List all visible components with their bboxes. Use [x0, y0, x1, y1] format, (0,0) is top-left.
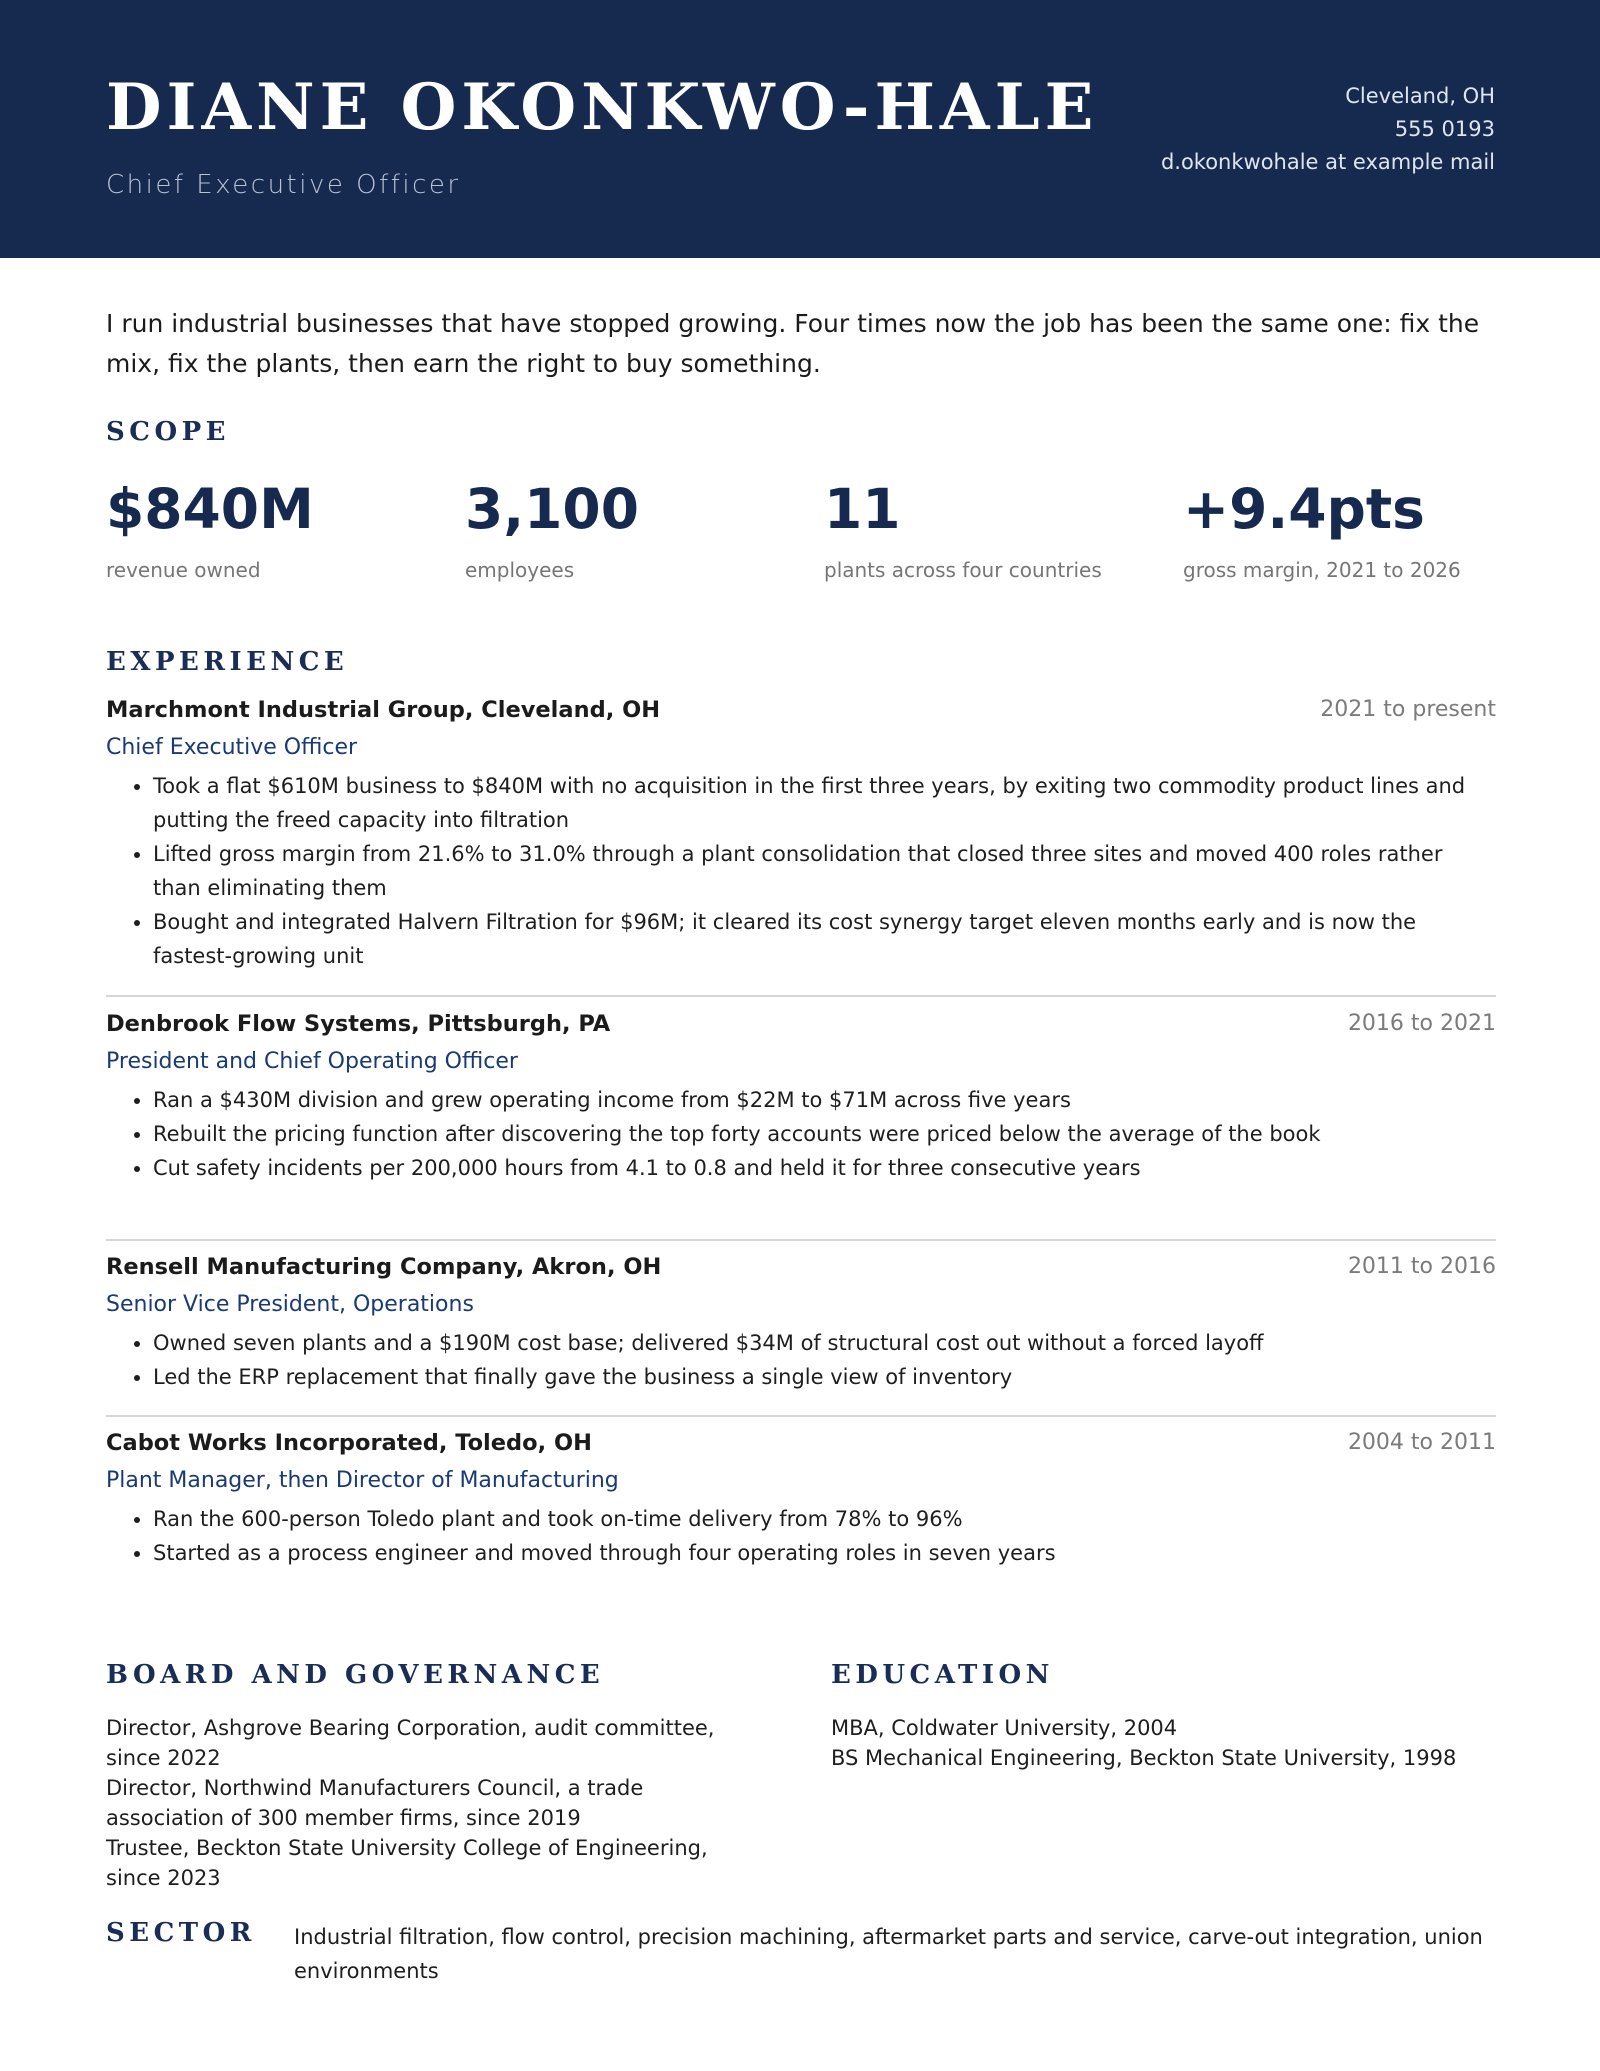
job-dates: 2004 to 2011 [1347, 1430, 1496, 1455]
stat-value: $840M [106, 477, 314, 541]
job-company: Denbrook Flow Systems, Pittsburgh, PA [106, 1011, 611, 1037]
stat-plants [824, 474, 1102, 582]
contact-location: Cleveland, OH [1345, 84, 1495, 108]
stat-label: revenue owned [106, 558, 261, 582]
job-bullets [106, 1502, 1496, 1570]
job-title: Senior Vice President, Operations [106, 1292, 474, 1317]
stat-gross-margin [1183, 474, 1461, 582]
job-bullet: Owned seven plants and a $190M cost base; delivered $34M of structural cost out without a forced layoff [106, 1326, 1496, 1360]
section-title-scope: SCOPE [106, 417, 230, 447]
job-title: Plant Manager, then Director of Manufacturing [106, 1468, 619, 1493]
contact-email: d.okonkwohale at example mail [1160, 150, 1495, 174]
job-bullet: Took a flat $610M business to $840M with no acquisition in the first three years, by exiting two commodity product lines and putting the freed capacity into filtration [106, 769, 1496, 837]
stat-label: employees [465, 558, 575, 582]
stat-revenue [106, 474, 314, 582]
job-bullet: Led the ERP replacement that finally gave the business a single view of inventory [106, 1360, 1496, 1394]
job-company: Marchmont Industrial Group, Cleveland, OH [106, 697, 661, 723]
job-title: President and Chief Operating Officer [106, 1049, 518, 1074]
board-item: Trustee, Beckton State University College of Engineering, since 2023 [106, 1836, 708, 1890]
job-company: Rensell Manufacturing Company, Akron, OH [106, 1254, 662, 1280]
candidate-role: Chief Executive Officer [106, 170, 461, 200]
section-title-board: BOARD AND GOVERNANCE [106, 1660, 605, 1690]
education-item: BS Mechanical Engineering, Beckton State University, 1998 [831, 1746, 1457, 1770]
board-item: Director, Ashgrove Bearing Corporation, audit committee, since 2022 [106, 1716, 715, 1770]
job-dates: 2011 to 2016 [1347, 1254, 1496, 1279]
stat-value: +9.4pts [1183, 477, 1425, 541]
board-list [106, 1713, 766, 1893]
job-bullets [106, 1083, 1496, 1185]
job-bullet: Rebuilt the pricing function after discovering the top forty accounts were priced below the average of the book [106, 1117, 1496, 1151]
stat-label: plants across four countries [824, 558, 1102, 582]
job-bullet: Ran the 600-person Toledo plant and took on-time delivery from 78% to 96% [106, 1502, 1496, 1536]
job-title: Chief Executive Officer [106, 735, 358, 760]
section-title-sector: SECTOR [106, 1918, 256, 1948]
summary-text: I run industrial businesses that have stopped growing. Four times now the job has been the same one: fix the mix, fix the plants, then earn the right to buy something. [106, 309, 1480, 378]
divider [106, 1239, 1496, 1241]
job-bullet: Started as a process engineer and moved through four operating roles in seven years [106, 1536, 1496, 1570]
candidate-name: DIANE OKONKWO-HALE [106, 70, 1099, 145]
job-entry-rensell [106, 1254, 1496, 1394]
section-title-education: EDUCATION [831, 1660, 1054, 1690]
job-bullet: Bought and integrated Halvern Filtration for $96M; it cleared its cost synergy target eleven months early and is now the fastest-growing unit [106, 905, 1496, 973]
stat-value: 3,100 [465, 477, 639, 541]
education-item: MBA, Coldwater University, 2004 [831, 1716, 1178, 1740]
divider [106, 1415, 1496, 1417]
contact-phone: 555 0193 [1394, 117, 1495, 141]
sector-text: Industrial filtration, flow control, precision machining, aftermarket parts and service, carve-out integration, union environments [294, 1925, 1483, 1983]
job-entry-marchmont [106, 697, 1496, 973]
job-dates: 2021 to present [1320, 697, 1496, 722]
section-title-experience: EXPERIENCE [106, 647, 349, 677]
job-bullet: Ran a $430M division and grew operating income from $22M to $71M across five years [106, 1083, 1496, 1117]
job-bullets [106, 1326, 1496, 1394]
job-bullet: Cut safety incidents per 200,000 hours from 4.1 to 0.8 and held it for three consecutive years [106, 1151, 1496, 1185]
divider [106, 995, 1496, 997]
job-entry-cabot [106, 1430, 1496, 1570]
job-dates: 2016 to 2021 [1347, 1011, 1496, 1036]
job-entry-denbrook [106, 1011, 1496, 1185]
job-bullet: Lifted gross margin from 21.6% to 31.0% through a plant consolidation that closed three sites and moved 400 roles rather than eliminating them [106, 837, 1496, 905]
job-company: Cabot Works Incorporated, Toledo, OH [106, 1430, 592, 1456]
stat-employees [465, 474, 639, 582]
board-item: Director, Northwind Manufacturers Council, a trade association of 300 member firms, since 2019 [106, 1776, 644, 1830]
stat-label: gross margin, 2021 to 2026 [1183, 558, 1461, 582]
stat-value: 11 [824, 477, 901, 541]
header-banner [0, 0, 1600, 258]
job-bullets [106, 769, 1496, 973]
contact-block [1161, 80, 1495, 179]
education-list [831, 1713, 1491, 1773]
